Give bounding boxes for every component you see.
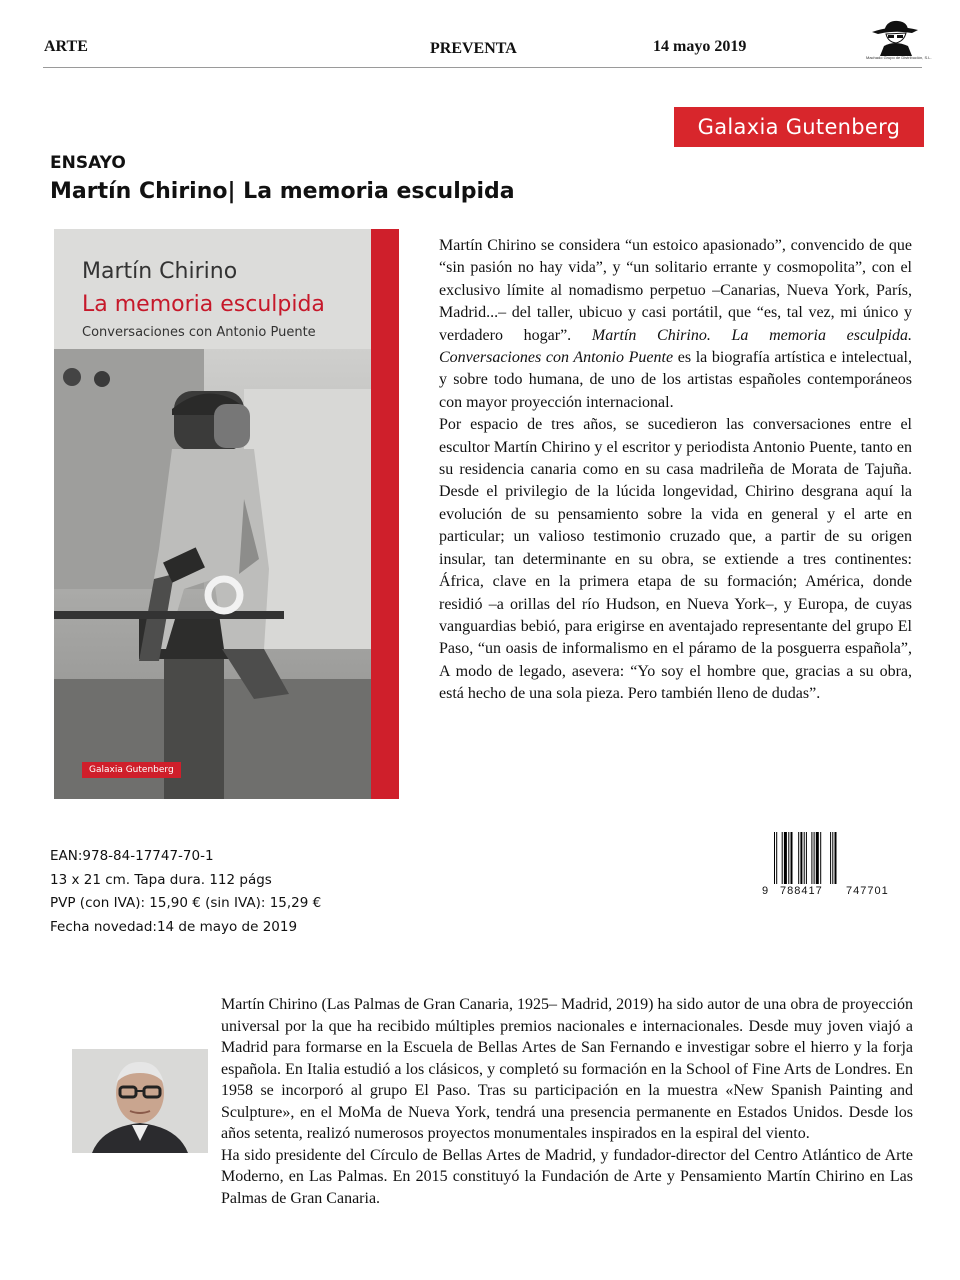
cover-publisher-badge: Galaxia Gutenberg	[82, 762, 181, 778]
author-portrait	[72, 1049, 208, 1153]
cover-author: Martín Chirino	[82, 259, 238, 284]
bio-paragraph-1: Martín Chirino (Las Palmas de Gran Canaria, 1925– Madrid, 2019) ha sido autor de una obra de proyección universal por la que ha recibido múltiples premios nacionales e internacionales. Desde muy joven viajó a Madrid para formarse en la Escuela de Bellas Artes de San Fernando e investigar sobre el hierro y la forja española. En Italia estudió a los clásicos, y completó su formación en la School of Fine Arts de Londres. En 1958 se incorporó al grupo El Paso. Tras su participación en la muestra «New Spanish Painting and Sculpture», en el MoMa de Nueva York, tendrá una presencia permanente en Estados Unidos. Desde los años setenta, realizó numerosos proyectos monumentales inspirados en la espiral del viento.	[221, 996, 913, 1142]
header-divider	[43, 67, 922, 68]
barcode-right-group: 747701	[846, 885, 889, 897]
ean-line: EAN:978-84-17747-70-1	[50, 848, 214, 864]
publisher-logo: Galaxia Gutenberg	[674, 107, 924, 147]
book-description	[439, 235, 912, 706]
barcode-bars	[762, 832, 908, 888]
cover-red-strip	[371, 229, 399, 799]
cover-title: La memoria esculpida	[82, 292, 325, 317]
book-full-title: Martín Chirino. La memoria esculpida. Conversaciones con Antonio Puente	[439, 326, 912, 367]
status-label: PREVENTA	[430, 40, 517, 57]
release-date-line: Fecha novedad:14 de mayo de 2019	[50, 918, 298, 935]
isbn-barcode	[762, 832, 908, 900]
book-details	[50, 845, 321, 939]
format-line: 13 x 21 cm. Tapa dura. 112 págs	[50, 871, 272, 888]
genre-label: ENSAYO	[50, 153, 126, 173]
book-title: Martín Chirino| La memoria esculpida	[50, 179, 515, 204]
cover-subtitle: Conversaciones con Antonio Puente	[82, 325, 316, 340]
barcode-first-digit: 9	[762, 885, 770, 897]
distributor-caption: Machado Grupo de Distribución, S.L.	[866, 55, 932, 60]
hat-figure-icon	[866, 18, 924, 56]
description-paragraph-1: Martín Chirino se considera “un estoico apasionado”, convencido de que “sin pasión no hay vida”, y “un solitario errante y cosmopolita”, con el exclusivo límite al nomadismo perpetuo –Canarias, Nueva York, París, Madrid...– del taller, ubicuo y casi portátil, que “es, tal vez, mi único y verdadero hogar”. Martín Chirino. La memoria esculpida. Conversaciones con Antonio Puente es la biografía artística e intelectual, y sobre todo humana, de uno de los artistas españoles contemporáneos con mayor proyección internacional.	[439, 237, 913, 411]
description-paragraph-2: Por espacio de tres años, se sucedieron las conversaciones entre el escultor Martín Chirino y el escritor y periodista Antonio Puente, tanto en su residencia canaria como en su casa madrileña de Morata de Tajuña. Desde el privilegio de la lúcida longevidad, Chirino desgrana aquí la evolución de su pensamiento sobre la vida en general y el arte en particular; un valioso testimonio cruzado que, a partir de su origen insular, tan determinante en su obra, se extiende a tres continentes: África, clave en la primera etapa de su formación; América, donde residió –a orillas del río Hudson, en Nueva York–, y Europa, de cuyas vanguardias bebió, para erigirse en aventajado representante del grupo El Paso, “un oasis de informalismo en el páramo de la posguerra española”, A modo de legado, asevera: “Yo soy el hombre que, gracias a su obra, está hecho de una sola pieza. Pero también lleno de dudas”.	[439, 416, 912, 703]
author-biography	[221, 994, 913, 1209]
sculptor-forging-photo	[54, 349, 371, 799]
price-line: PVP (con IVA): 15,90 € (sin IVA): 15,29 €	[50, 895, 322, 912]
bio-paragraph-2: Ha sido presidente del Círculo de Bellas Artes de Madrid, y fundador-director del Centro Atlántico de Arte Moderno, en Las Palmas. En 2015 constituyó la Fundación de Arte y Pensamiento Martín Chirino en Las Palmas de Gran Canaria.	[221, 1146, 913, 1207]
distributor-logo	[866, 18, 932, 62]
section-label: ARTE	[44, 38, 88, 55]
date-label: 14 mayo 2019	[653, 38, 747, 55]
book-cover	[54, 229, 399, 799]
author-photo	[72, 1049, 208, 1153]
barcode-left-group: 788417	[780, 885, 823, 897]
